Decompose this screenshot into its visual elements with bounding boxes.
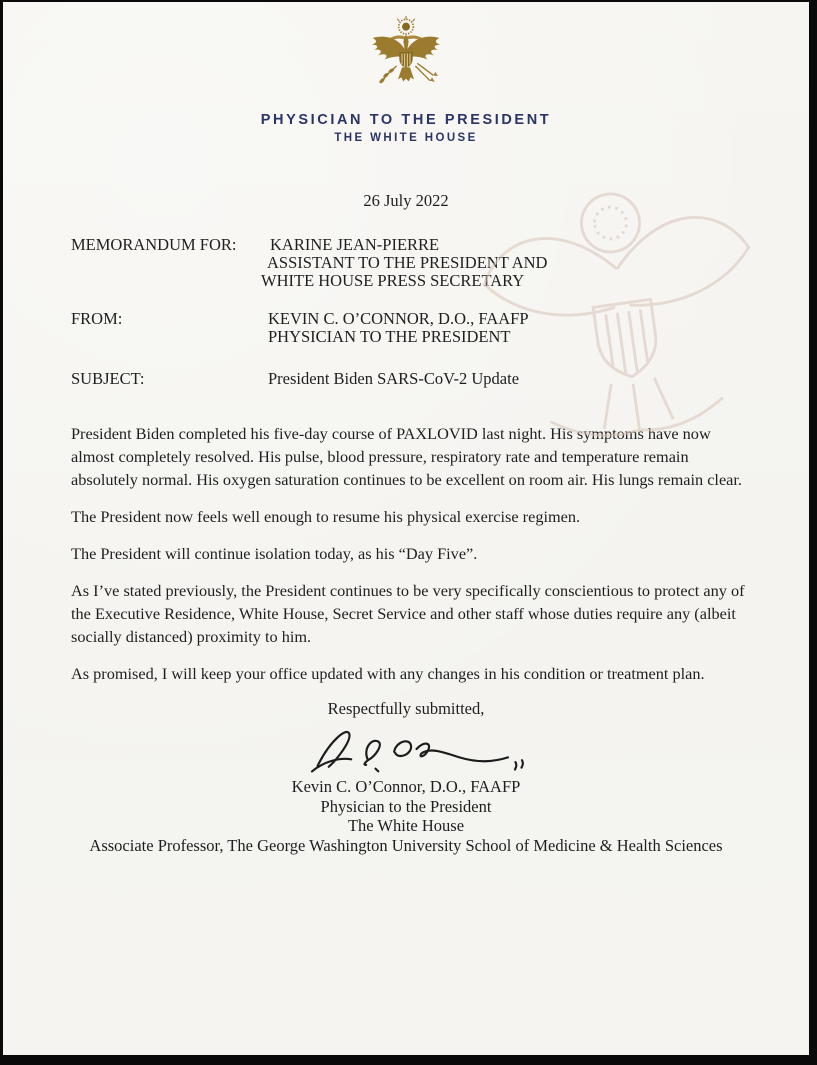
eagle-seal-icon — [366, 13, 446, 103]
memo-closing — [3, 699, 809, 855]
memo-field-value-line: PHYSICIAN TO THE PRESIDENT — [268, 327, 511, 346]
memo-field-value-line: KEVIN C. O’CONNOR, D.O., FAAFP — [268, 309, 529, 328]
memo-field-value — [268, 310, 748, 346]
signer-affiliation: Associate Professor, The George Washington University School of Medicine & Health Sciences — [89, 835, 723, 855]
signer-org: The White House — [347, 816, 465, 835]
memo-field-value — [261, 235, 748, 290]
body-paragraph: As promised, I will keep your office updated with any changes in his condition or treatment plan. — [71, 664, 705, 683]
memo-field-subject — [71, 370, 748, 388]
signer-title: Physician to the President — [320, 796, 492, 816]
memo-date: 26 July 2022 — [363, 191, 449, 210]
body-paragraph: The President will continue isolation today, as his “Day Five”. — [71, 544, 478, 563]
letterhead-title: PHYSICIAN TO THE PRESIDENT — [260, 112, 552, 128]
signature-scrawl-icon — [298, 721, 550, 777]
memo-field-value-line: KARINE JEAN-PIERRE — [270, 235, 440, 254]
body-paragraph: The President now feels well enough to resume his physical exercise regimen. — [71, 507, 581, 526]
memo-field-value-line: WHITE HOUSE PRESS SECRETARY — [261, 271, 525, 290]
body-paragraph: President Biden completed his five-day course of PAXLOVID last night. His symptoms have now almost completely resolved. His pulse, blood pressure, respiratory rate and temperature remain absolutely normal. His oxygen saturation continues to be excellent on room air. His lungs remain clear. — [71, 424, 742, 489]
memo-field-value-line: ASSISTANT TO THE PRESIDENT AND — [267, 253, 548, 272]
memo-field-from — [71, 310, 748, 346]
letterhead-subtitle: THE WHITE HOUSE — [334, 132, 478, 144]
body-paragraph: As I’ve stated previously, the President continues to be very specifically conscientious to protect any of the Executive Residence, White House, Secret Service and other staff whose duties require any (albeit socially distanced) proximity to him. — [71, 581, 745, 646]
closing-salutation: Respectfully submitted, — [327, 699, 485, 718]
memo-body — [71, 422, 753, 685]
memo-header-fields — [71, 236, 748, 388]
signer-name: Kevin C. O’Connor, D.O., FAAFP — [291, 777, 521, 796]
memo-field-value — [268, 370, 748, 388]
memo-page — [3, 2, 809, 1055]
memo-field-memorandum-for — [71, 236, 748, 290]
memo-field-value-line: President Biden SARS-CoV-2 Update — [268, 369, 520, 388]
memo-field-label: SUBJECT: — [71, 369, 145, 388]
memo-field-label: MEMORANDUM FOR: — [71, 235, 237, 254]
memo-field-label: FROM: — [71, 309, 123, 328]
